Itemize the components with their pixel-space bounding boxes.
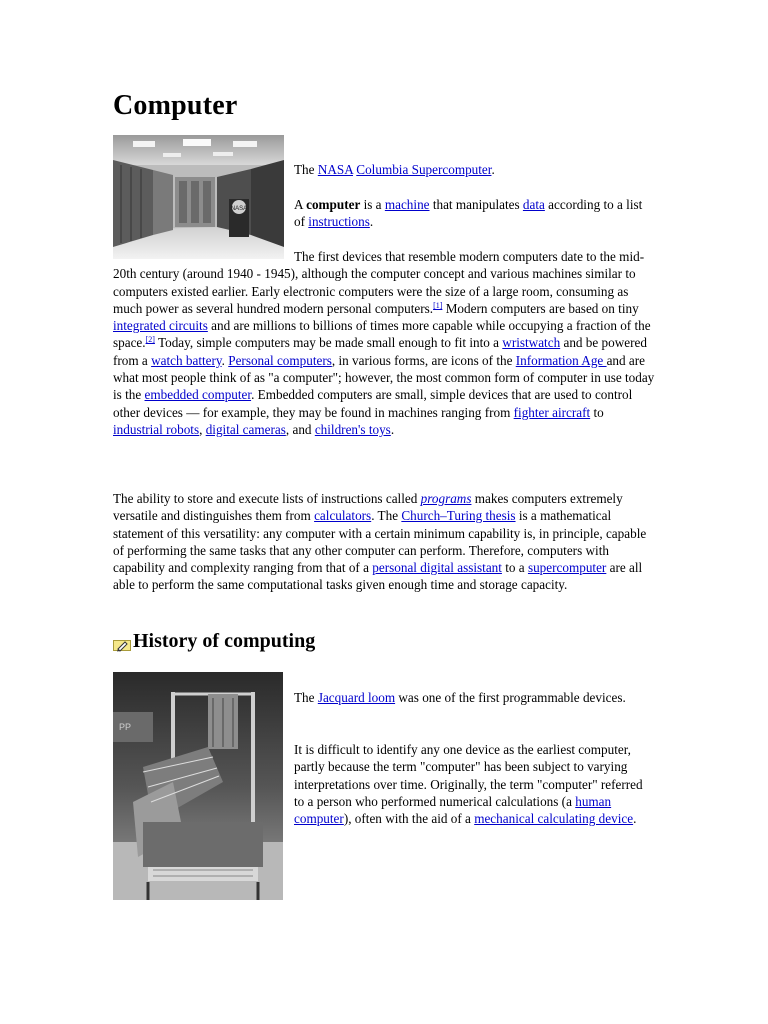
image-caption: The NASA Columbia Supercomputer. (294, 162, 495, 177)
link-columbia-supercomputer[interactable]: Columbia Supercomputer (356, 162, 492, 177)
link-digital-cameras[interactable]: digital cameras (205, 421, 286, 437)
link-personal-digital-assistant[interactable]: personal digital assistant (372, 560, 502, 576)
supercomputer-photo (113, 135, 284, 259)
page-title: Computer (113, 90, 238, 121)
link-instructions[interactable]: instructions (308, 214, 370, 230)
link-childrens-toys[interactable]: children's toys (314, 421, 391, 437)
section-heading-history: History of computing (113, 630, 315, 653)
svg-text:PP: PP (119, 722, 132, 732)
ref-1[interactable]: [1] (433, 300, 443, 310)
loom-caption: The Jacquard loom was one of the first programmable devices. (294, 690, 626, 705)
history-paragraph: It is difficult to identify any one device as the earliest computer, partly because the term "computer" has been subject to varying interpretations over time. Originally, the term "computer" referred to a person who performed numerical calculations (a human computer), often with the aid of a mechanical calculating device. (294, 742, 643, 827)
link-information-age[interactable]: Information Age (515, 352, 607, 368)
link-wristwatch[interactable]: wristwatch (502, 335, 561, 351)
link-fighter-aircraft[interactable]: fighter aircraft (513, 404, 591, 420)
link-church-turing-thesis[interactable]: Church–Turing thesis (401, 508, 516, 524)
intro-paragraph: A computer is a machine that manipulates data according to a list of instructions. (294, 197, 643, 230)
link-watch-battery[interactable]: watch battery (151, 352, 222, 368)
link-jacquard-loom[interactable]: Jacquard loom (317, 690, 396, 705)
link-calculators[interactable]: calculators (314, 508, 372, 524)
link-data[interactable]: data (522, 197, 545, 212)
link-industrial-robots[interactable]: industrial robots (113, 421, 200, 437)
link-supercomputer[interactable]: supercomputer (527, 560, 607, 576)
link-nasa[interactable]: NASA (317, 162, 353, 177)
jacquard-loom-photo (113, 672, 283, 900)
link-machine[interactable]: machine (384, 197, 430, 212)
link-embedded-computer[interactable]: embedded computer (144, 387, 252, 403)
link-human-computer[interactable]: human computer (294, 793, 612, 827)
ref-2[interactable]: [2] (145, 335, 155, 345)
versatility-paragraph: The ability to store and execute lists of instructions called programs makes computers extremely versatile and distinguishes them from calculators. The Church–Turing thesis is a mathematical statement of this versatility: any computer with a certain minimum capability is, in principle, capable of performing the same tasks that any other computer can perform. Therefore, computers with capability and complexity ranging from that of a personal digital assistant to a supercomputer are all able to perform the same computational tasks given enough time and storage capacity. (113, 491, 647, 593)
link-mechanical-calculating-device[interactable]: mechanical calculating device (474, 811, 634, 827)
edit-icon[interactable] (113, 635, 131, 649)
link-personal-computers[interactable]: Personal computers (228, 352, 332, 368)
overview-paragraph: The first devices that resemble modern computers date to the mid-20th century (around 1940 - 1945), although the computer concept and various machines similar to computers existed earlier. Early electronic computers were the size of a large room, consuming as much power as several hundred modern personal computers.[1] Modern computers are based on tiny integrated circuits and are millions to billions of times more capable while occupying a fraction of the space.[2] Today, simple computers may be made small enough to fit into a wristwatch and be powered from a watch battery. Personal computers, in various forms, are icons of the Information Age and are what most people think of as "a computer"; however, the most common form of computer in use today is the embedded computer. Embedded computers are small, simple devices that are used to control other devices — for example, they may be found in machines ranging from fighter aircraft to industrial robots, digital cameras, and children's toys. (113, 249, 655, 437)
link-integrated-circuits[interactable]: integrated circuits (113, 318, 208, 334)
link-programs[interactable]: programs (420, 491, 472, 506)
svg-text:NASA: NASA (230, 206, 248, 212)
